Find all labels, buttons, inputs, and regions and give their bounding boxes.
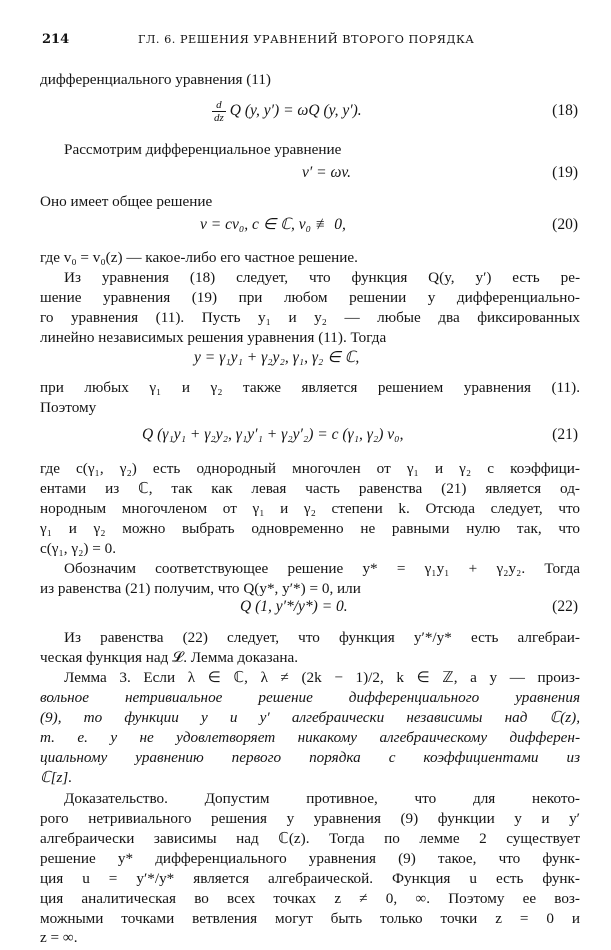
equation-body: v = cv₀, c ∈ ℂ, v₀ ≢ 0, [200,216,346,233]
lemma-text-line: циальному уравнению первого порядка с коэффициентами из [40,749,580,766]
proof-heading: Доказательство. Допустим противное, что для некото- [64,790,580,807]
equation-body: Q (γ₁y₁ + γ₂y₂, γ₁y′₁ + γ₂y′₂) = c (γ₁, γ₂) v₀, [142,426,404,443]
text-line: шение уравнения (19) при любом решении y дифференциально- [40,289,580,306]
equation-number: (18) [552,102,578,119]
text-line: Обозначим соответствующее решение y* = γ₁y₁ + γ₂y₂. Тогда [64,560,580,577]
text-line: где c(γ₁, γ₂) есть однородный многочлен от γ₁ и γ₂ с коэффици- [40,460,580,477]
text-line: нородным многочленом от γ₁ и γ₂ степени k. Отсюда следует, что [40,500,580,517]
text-line: го уравнения (11). Пусть y₁ и y₂ — любые два фиксированных [40,309,580,326]
equation-20 [40,211,580,241]
equation-22 [40,593,580,623]
lemma-text-line: вольное нетривиальное решение дифференциального уравнения [40,689,580,706]
text-line: из равенства (21) получим, что Q(y*, y′*) = 0, или [40,580,361,597]
text-line: решение y* дифференциального уравнения (9) такое, что функ- [40,850,580,867]
page-number: 214 [42,32,70,47]
text-line: Из равенства (22) следует, что функция y′*/y* есть алгебраи- [64,629,580,646]
text-line: Из уравнения (18) следует, что функция Q(y, y′) есть ре- [64,269,580,286]
text-line: можными точками ветвления могут быть только точки z = 0 и [40,910,580,927]
equation-number: (21) [552,426,578,443]
derivative-fraction: $\frac{d}{dz}$ [214,99,224,124]
equation-number: (20) [552,216,578,233]
equation-number: (19) [552,164,578,181]
lemma-text-line: т. е. y не удовлетворяет никакому алгебраическому дифферен- [40,729,580,746]
text-line: ция аналитическая во всех точках z ≠ 0, ∞. Поэтому ее воз- [40,890,580,907]
text-line: Рассмотрим дифференциальное уравнение [64,141,342,158]
text-line: ентами из ℂ, так как левая часть равенства (21) является од- [40,480,580,497]
text-line: линейно независимых решения уравнения (11). Тогда [40,329,387,346]
equation-21 [40,421,580,451]
equation-18 [40,97,580,127]
equation-body: Q (y, y′) = ωQ (y, y′). [229,102,362,120]
text-line: дифференциального уравнения (11) [40,71,271,88]
lemma-text-line: (9), то функции y и y′ алгебраически независимы над ℂ(z), [40,709,580,726]
equation-body: v′ = ωv. [302,164,352,181]
text-line: алгебраически зависимы над ℂ(z). Тогда по лемме 2 существует [40,830,580,847]
lemma-text-line: ℂ[z]. [40,769,73,786]
equation-19 [40,159,580,189]
equation-body: Q (1, y′*/y*) = 0. [240,598,348,615]
equation-body: y = γ₁y₁ + γ₂y₂, γ₁, γ₂ ∈ ℂ, [194,349,360,366]
lemma-heading: Лемма 3. Если λ ∈ ℂ, λ ≠ (2k − 1)/2, k ∈ ℤ, а y — произ- [64,669,580,686]
text-line: γ₁ и γ₂ можно выбрать одновременно не равными нулю так, что [40,520,580,537]
text-line: при любых γ₁ и γ₂ также является решением уравнения (11). [40,379,580,396]
text-line: Поэтому [40,399,97,416]
text-line: ческая функция над 𝓛. Лемма доказана. [40,649,299,666]
equation-number: (22) [552,598,578,615]
text-line: ция u = y′*/y* является алгебраической. Функция u есть функ- [40,870,580,887]
text-line: рого нетривиального решения y уравнения (9) функции y и y′ [40,810,580,827]
text-line: где v₀ = v₀(z) — какое-либо его частное решение. [40,249,358,266]
running-title: ГЛ. 6. РЕШЕНИЯ УРАВНЕНИЙ ВТОРОГО ПОРЯДКА [138,33,475,46]
text-line: z = ∞. [40,929,78,946]
equation-unnumbered [40,344,580,374]
text-line: Оно имеет общее решение [40,193,213,210]
text-line: c(γ₁, γ₂) = 0. [40,540,117,557]
page-header [42,32,582,50]
